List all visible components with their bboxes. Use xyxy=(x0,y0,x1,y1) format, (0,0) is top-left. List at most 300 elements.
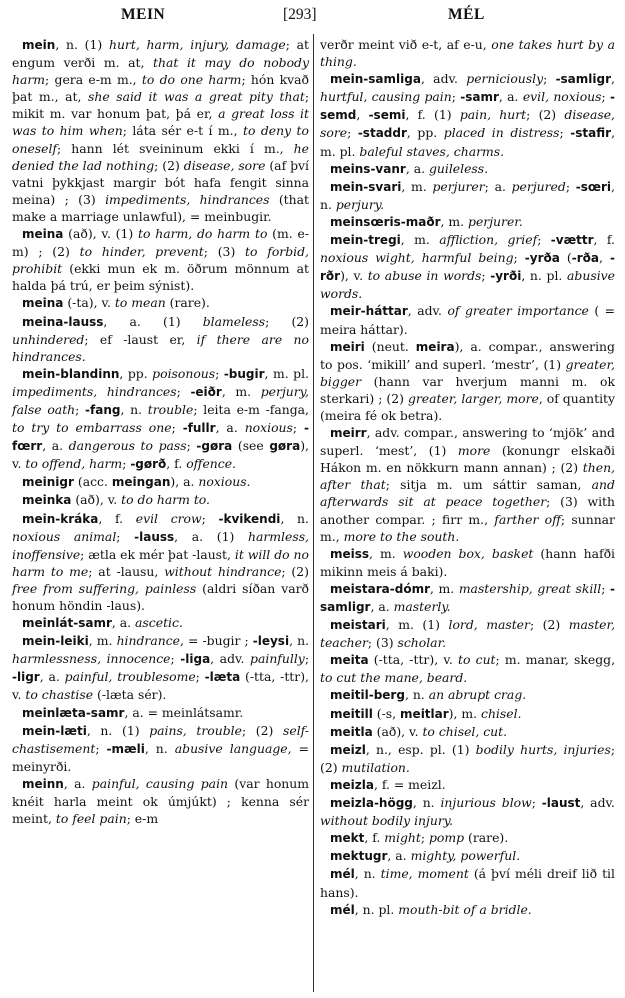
dictionary-entry xyxy=(12,294,309,312)
entry-text: ; at -lausu, xyxy=(88,563,165,579)
entry-text: (að), v. xyxy=(372,723,423,739)
entry-text: ; sitja m. um sáttir saman, xyxy=(385,477,592,493)
page-number: [293] xyxy=(283,6,317,23)
definition: noxious animal xyxy=(12,528,117,544)
entry-text: , pp. xyxy=(119,365,153,381)
headword: -liga xyxy=(180,652,211,667)
headword: meinn xyxy=(22,776,64,791)
headword: meirr xyxy=(330,426,367,441)
entry-text: ; xyxy=(75,401,86,417)
entry-text: ; gera e-m m., xyxy=(45,72,142,88)
dictionary-entry xyxy=(12,704,309,722)
headword: meitlar xyxy=(400,706,449,721)
entry-text: (rare). xyxy=(165,295,210,311)
dictionary-entry xyxy=(320,302,615,337)
definition: to offend, harm xyxy=(25,456,123,472)
definition: blameless xyxy=(202,313,266,329)
entry-text: , = meinyrði. xyxy=(12,740,309,774)
entry-text: ; xyxy=(292,420,304,436)
entry-text: ; (3) xyxy=(203,244,246,260)
definition: unhindered xyxy=(12,331,85,347)
entry-text: , f. = meizl. xyxy=(373,776,446,792)
definition: bodily hurts, injuries xyxy=(475,741,611,757)
headword: meistara-dómr xyxy=(330,581,430,596)
entry-text: , n. xyxy=(144,740,175,756)
headword: -kvikendi xyxy=(218,511,281,526)
entry-text: ; at engum verði m. at, xyxy=(12,37,309,71)
entry-text: ; xyxy=(347,125,358,141)
entry-text: ; xyxy=(601,89,611,105)
definition: affliction, grief xyxy=(439,232,538,248)
definition: mastership, great skill xyxy=(458,580,602,596)
definition: more to the south. xyxy=(343,528,460,544)
definition: more xyxy=(457,443,491,459)
entry-text: , a. (1) xyxy=(103,313,203,329)
entry-text: ; xyxy=(304,651,309,667)
headword: meiss xyxy=(330,546,370,561)
dictionary-entry xyxy=(320,160,615,178)
definition: to chisel, cut. xyxy=(422,723,508,739)
definition: baleful staves, charms. xyxy=(359,143,505,159)
entry-text: , m. xyxy=(369,545,403,561)
entry-text: , m. pl. xyxy=(264,365,310,381)
definition: hindrance xyxy=(116,633,180,649)
dictionary-entry xyxy=(320,901,615,919)
entry-text: , f. xyxy=(364,830,385,846)
entry-text: ; xyxy=(122,456,131,472)
definition: if there are no hindrances. xyxy=(12,331,309,364)
entry-text: , m. xyxy=(400,232,440,248)
headword: meins-vanr xyxy=(330,161,406,176)
entry-text: ), v. xyxy=(12,438,309,472)
entry-text: ; xyxy=(171,420,183,436)
entry-text: , adv. xyxy=(420,71,467,87)
entry-text: , n. (1) xyxy=(86,722,150,738)
definition: might xyxy=(384,830,421,846)
entry-text: ; xyxy=(537,232,551,248)
definition: abusive language xyxy=(174,740,288,756)
entry-text: ; xyxy=(95,740,107,756)
entry-text: ; a. xyxy=(484,178,512,194)
entry-text: ; xyxy=(170,651,181,667)
headword: -samligr xyxy=(555,72,612,87)
entry-text: ; (2) xyxy=(265,313,309,329)
definition: evil, noxious xyxy=(522,89,602,105)
definition: time, moment xyxy=(380,866,469,882)
entry-text: , adv. xyxy=(210,651,251,667)
entry-text: ; (2) xyxy=(281,563,309,579)
headword: mein-læti xyxy=(22,723,87,738)
entry-text: , adv. xyxy=(580,795,615,811)
headword: meina xyxy=(22,227,64,242)
entry-text: ; xyxy=(601,580,611,596)
entry-text: , adv. compar., answering to ‘mjök’ and superl. ‘mest’, (1) xyxy=(320,425,615,459)
dictionary-entry xyxy=(320,794,615,829)
entry-text: ; sunnar m., xyxy=(320,511,615,544)
entry-text: , m. pl. xyxy=(320,125,616,159)
definition: to forbid, prohibit xyxy=(12,244,309,277)
column-divider xyxy=(313,34,314,992)
headword: -vættr xyxy=(550,233,594,248)
entry-text: ), m. xyxy=(448,705,482,721)
headword: -samligr xyxy=(320,581,615,614)
entry-text: (neut. xyxy=(364,338,416,354)
headword: -bugir xyxy=(223,366,265,381)
entry-text: ; láta sér e-t í m., xyxy=(122,123,243,139)
headword: meinlæta-samr xyxy=(22,705,125,720)
entry-text: ; (2) xyxy=(529,617,569,633)
entry-text: ; xyxy=(420,830,429,846)
headword: -rða xyxy=(571,251,599,266)
definition: pains, trouble xyxy=(149,722,242,738)
definition: mutilation. xyxy=(341,759,410,775)
entry-text: , n. xyxy=(289,633,310,649)
headword: meizla xyxy=(330,777,374,792)
headword: -stafir xyxy=(570,126,612,141)
entry-text: ), a. compar., answering to pos. ‘mikill’ and superl. ‘mestr’, (1) xyxy=(320,338,615,372)
entry-text: , pp. xyxy=(406,125,444,141)
entry-text: (ekki mun ek m. öðrum mönnum at halda þá trú, er þeim sýnist). xyxy=(12,261,309,294)
dictionary-entry xyxy=(320,545,615,580)
entry-text: ; xyxy=(195,669,205,685)
entry-text: ; leita e-m -fanga, xyxy=(193,401,309,417)
entry-text: ; xyxy=(559,125,571,141)
definition: mighty, powerful. xyxy=(410,848,521,864)
definition: wooden box, basket xyxy=(402,545,534,561)
entry-text: ( xyxy=(559,250,572,266)
entry-text: ; (3) with another compar. ; firr m., xyxy=(320,494,615,527)
definition: free from suffering, painless xyxy=(12,580,197,596)
headword: mein-blandinn xyxy=(22,366,120,381)
entry-text: , n., esp. pl. (1) xyxy=(365,741,476,757)
headword: mein-leiki xyxy=(22,634,89,649)
entry-text: (að), v. (1) xyxy=(63,226,138,242)
definition: pomp xyxy=(429,830,465,846)
dictionary-entry xyxy=(12,614,309,632)
definition: a great loss it was to him when xyxy=(12,106,309,139)
headword: mél xyxy=(330,867,355,882)
headword: meitill xyxy=(330,706,373,721)
definition: scholar. xyxy=(397,635,447,651)
headword: -staddr xyxy=(357,126,407,141)
headword: -fullr xyxy=(182,421,216,436)
definition: offence. xyxy=(186,456,236,472)
entry-text: , xyxy=(598,250,610,266)
definition: one takes hurt by a thing. xyxy=(320,37,615,70)
headword: -fang xyxy=(85,402,121,417)
headword: mél xyxy=(330,902,355,917)
headword: meiri xyxy=(330,339,365,354)
entry-text: , m. (1) xyxy=(385,617,449,633)
entry-text: ; xyxy=(481,268,491,284)
entry-text: (that make a marriage unlawful), = meinbugir. xyxy=(12,191,309,224)
entry-text: ; m. manar, skegg, xyxy=(495,652,616,668)
page-header xyxy=(0,4,625,28)
entry-text: ; xyxy=(201,510,219,526)
headword: meizl xyxy=(330,742,366,757)
entry-text: ; xyxy=(565,178,576,194)
dictionary-entry xyxy=(12,225,309,294)
entry-text: ; ef -laust er, xyxy=(84,331,197,347)
definition: evil crow xyxy=(135,510,202,526)
entry-text: ; (2) xyxy=(154,157,184,173)
definition: hurtful, causing pain xyxy=(320,89,452,105)
entry-text: , a. xyxy=(405,160,429,176)
headword: -lauss xyxy=(134,529,175,544)
headword: -semd xyxy=(320,90,615,123)
entry-text: , xyxy=(356,107,369,123)
entry-text: (-tta, -ttr), v. xyxy=(368,652,458,668)
headword: -fœrr xyxy=(12,421,309,454)
dictionary-entry xyxy=(320,776,615,794)
definition: to try to embarrass one xyxy=(12,420,172,436)
headword: meitil-berg xyxy=(330,688,405,703)
definition: of greater importance xyxy=(447,303,589,319)
dictionary-entry xyxy=(320,829,615,847)
entry-text: ; (3) xyxy=(367,635,398,651)
dictionary-entry xyxy=(12,722,309,775)
definition: to deny to oneself xyxy=(12,123,309,156)
entry-text: ; (2) xyxy=(320,741,615,775)
definition: farther off xyxy=(494,511,561,527)
entry-text: , a. xyxy=(215,420,245,436)
headword: meistari xyxy=(330,618,386,633)
headword: mein-samliga xyxy=(330,72,421,87)
entry-text: , f. xyxy=(593,232,615,248)
entry-text: ; xyxy=(513,250,525,266)
entry-text: , n. xyxy=(280,510,309,526)
headword: -yrða xyxy=(524,251,560,266)
definition: noxious xyxy=(244,420,293,436)
dictionary-entry xyxy=(320,178,615,213)
definition: perjury. xyxy=(335,196,385,212)
entry-text: verðr meint við e-t, af e-u, xyxy=(320,37,492,52)
definition: masterly. xyxy=(393,599,451,614)
definition: chisel. xyxy=(481,705,522,721)
definition: then, after that xyxy=(320,460,615,493)
entry-text: (af því vatni þykkjast margir bót hafa fengit sinna meina) ; (3) xyxy=(12,157,309,207)
headword: meir-háttar xyxy=(330,304,408,319)
headword: mein-svari xyxy=(330,179,402,194)
entry-text: , n. pl. xyxy=(521,268,568,284)
definition: to chastise xyxy=(25,687,94,703)
entry-text: ), a. xyxy=(170,474,199,490)
definition: he denied the lad nothing xyxy=(12,140,309,173)
entry-text: ; hón kvað þat m., at, xyxy=(12,72,309,105)
entry-text: , a. (1) xyxy=(174,528,248,544)
definition: dangerous to pass xyxy=(68,438,187,454)
definition: noxious. xyxy=(198,474,251,490)
entry-text: (var honum knéit harla meint ok úmjúkt) ; kenna sér meint, xyxy=(12,775,309,827)
headword: -gørð xyxy=(130,457,167,472)
entry-text: , f. xyxy=(166,456,187,472)
entry-text: , m. xyxy=(88,633,117,649)
dictionary-entry xyxy=(320,580,615,616)
entry-text: , a. xyxy=(39,669,65,685)
dictionary-entry xyxy=(320,616,615,651)
entry-text: , m. xyxy=(429,580,459,596)
entry-text: , a. xyxy=(63,775,92,791)
headword: -mæli xyxy=(106,741,145,756)
definition: to mean xyxy=(114,295,166,311)
dictionary-entry xyxy=(12,473,309,491)
headword: mein xyxy=(22,38,56,52)
definition: master, teacher xyxy=(320,617,616,651)
headword: -semi xyxy=(368,108,406,123)
dictionary-entry xyxy=(320,723,615,741)
definition: impediments, hindrances xyxy=(12,383,177,399)
entry-text: ; xyxy=(215,365,224,381)
entry-text: , a. = meinlátsamr. xyxy=(124,704,244,720)
entry-text: , n. pl. xyxy=(354,901,399,917)
definition: to feel pain xyxy=(55,811,127,827)
headword: meingan xyxy=(111,475,171,490)
definition: to cut the mane, beard. xyxy=(320,670,468,686)
definition: to abuse in words xyxy=(367,268,482,284)
headword: -sœri xyxy=(575,179,612,194)
entry-text: , n. xyxy=(320,178,615,212)
entry-text: ; ætla ek mér þat -laust, xyxy=(80,546,235,562)
definition: perniciously xyxy=(466,71,544,87)
dictionary-entry xyxy=(12,632,309,703)
dictionary-entry xyxy=(12,491,309,509)
definition: painful, troublesome xyxy=(64,669,196,685)
definition: to do harm to. xyxy=(121,492,210,508)
definition: noxious wight, harmful being xyxy=(320,250,514,266)
definition: painful, causing pain xyxy=(91,775,229,791)
definition: impediments, hindrances xyxy=(105,191,270,207)
definition: harmless, inoffensive xyxy=(12,528,309,562)
entry-text: (hann var hverjum manni m. ok sterkari) ; (2) xyxy=(320,373,615,406)
entry-text: (see xyxy=(232,438,270,454)
entry-text: (rare). xyxy=(464,830,509,846)
entry-text: , adv. xyxy=(407,303,448,319)
definition: perjurer xyxy=(432,178,485,194)
entry-text: , n. xyxy=(404,687,429,703)
definition: to do one harm xyxy=(141,72,242,88)
definition: to hinder, prevent xyxy=(79,244,204,260)
dictionary-entry xyxy=(320,424,615,545)
entry-text: ; hann lét sveininum ekki í m., xyxy=(57,140,294,156)
definition: an abrupt crag. xyxy=(428,687,527,703)
entry-text: (-læta sér). xyxy=(93,687,167,703)
definition: perjurer. xyxy=(468,213,523,229)
definition: disease, sore xyxy=(183,157,266,173)
entry-text: ; (2) xyxy=(241,722,283,738)
dictionary-entry xyxy=(320,651,615,686)
definition: painfully xyxy=(250,651,305,667)
entry-text: (-tta, -ttr), v. xyxy=(12,669,309,703)
headword: -leysi xyxy=(252,634,290,649)
entry-text: (að), v. xyxy=(71,492,122,508)
entry-text: (acc. xyxy=(73,474,112,490)
dictionary-entry xyxy=(320,70,615,159)
definition: to harm, do harm to xyxy=(138,226,268,242)
definition: poisonous xyxy=(152,365,216,381)
headword: mein-tregi xyxy=(330,233,401,248)
definition: greater, larger, more xyxy=(407,390,539,406)
entry-text: ; mikit m. var honum þat, þá er, xyxy=(12,89,309,122)
dictionary-entry xyxy=(12,36,309,225)
headword: meira xyxy=(415,339,455,354)
dictionary-entry xyxy=(12,775,309,827)
entry-text: (m. e-m) ; (2) xyxy=(12,226,310,260)
entry-text: , a. xyxy=(111,615,136,631)
headword: meizla-högg xyxy=(330,796,413,811)
headword: -laust xyxy=(541,796,581,811)
headword: -samr xyxy=(460,90,499,105)
entry-text: ; xyxy=(543,71,556,87)
definition: mouth-bit of a bridle. xyxy=(398,901,532,917)
definition: self-chastisement xyxy=(12,722,309,756)
entry-text: , n. xyxy=(412,795,441,811)
entry-text: (hann hafði mikinn meis á baki). xyxy=(320,545,615,579)
entry-text: ; xyxy=(451,89,461,105)
dictionary-entry xyxy=(320,36,615,70)
dictionary-entry xyxy=(12,365,309,474)
headword: -eiðr xyxy=(190,384,222,399)
entry-text: , of quantity (meira fé ok betra). xyxy=(320,390,616,423)
definition: without hindrance xyxy=(164,563,282,579)
entry-text: , f. (1) xyxy=(405,107,460,123)
definition: perjured xyxy=(511,178,566,194)
dictionary-entry xyxy=(320,865,615,900)
dictionary-entry xyxy=(320,338,615,424)
definition: she said it was a great pity that xyxy=(87,89,305,105)
header-left-guideword: MEIN xyxy=(121,6,166,23)
headword: -yrði xyxy=(490,269,522,284)
dictionary-entry xyxy=(12,510,309,615)
entry-text: , a. xyxy=(387,848,411,864)
headword: -gøra xyxy=(196,439,233,454)
headword: meinsœris-maðr xyxy=(330,214,441,229)
dictionary-entry xyxy=(320,231,615,302)
definition: greater, bigger xyxy=(320,356,615,389)
right-column xyxy=(320,36,615,919)
entry-text: (aldri síðan varð honum höndin -laus). xyxy=(12,580,309,613)
entry-text: ; (2) xyxy=(526,107,565,123)
entry-text: (konungr elskaði Hákon m. en nökkurn mann annan) ; (2) xyxy=(320,443,615,476)
entry-text: , a. xyxy=(370,599,394,614)
left-column xyxy=(12,36,309,827)
dictionary-entry xyxy=(320,847,615,865)
definition: that it may do nobody harm xyxy=(12,55,309,88)
headword: meitla xyxy=(330,724,373,739)
definition: and afterwards sit at peace together xyxy=(320,477,615,510)
definition: pain, hurt xyxy=(459,107,527,123)
dictionary-entry xyxy=(320,705,615,723)
dictionary-entry xyxy=(12,313,309,365)
definition: hurt, harm, injury, damage xyxy=(108,37,286,52)
entry-text: ), v. xyxy=(340,268,368,284)
entry-text: , a. xyxy=(498,89,523,105)
definition: placed in distress xyxy=(443,125,560,141)
entry-text: ; e-m xyxy=(126,811,159,827)
entry-text: , m. xyxy=(401,178,433,194)
entry-text: ( = meira háttar). xyxy=(320,303,615,337)
definition: guileless. xyxy=(428,160,489,176)
entry-text: (-ta), v. xyxy=(63,295,115,311)
definition: abusive words. xyxy=(320,268,615,302)
headword: -læta xyxy=(204,670,241,685)
definition: it will do no harm to me xyxy=(12,546,309,579)
headword: meina-lauss xyxy=(22,314,104,329)
definition: without bodily injury. xyxy=(320,813,454,829)
definition: trouble xyxy=(147,401,194,417)
definition: lord, master xyxy=(448,617,530,633)
entry-text: (á því méli dreif lið til hans). xyxy=(320,866,615,900)
entry-text: ; xyxy=(186,438,197,454)
